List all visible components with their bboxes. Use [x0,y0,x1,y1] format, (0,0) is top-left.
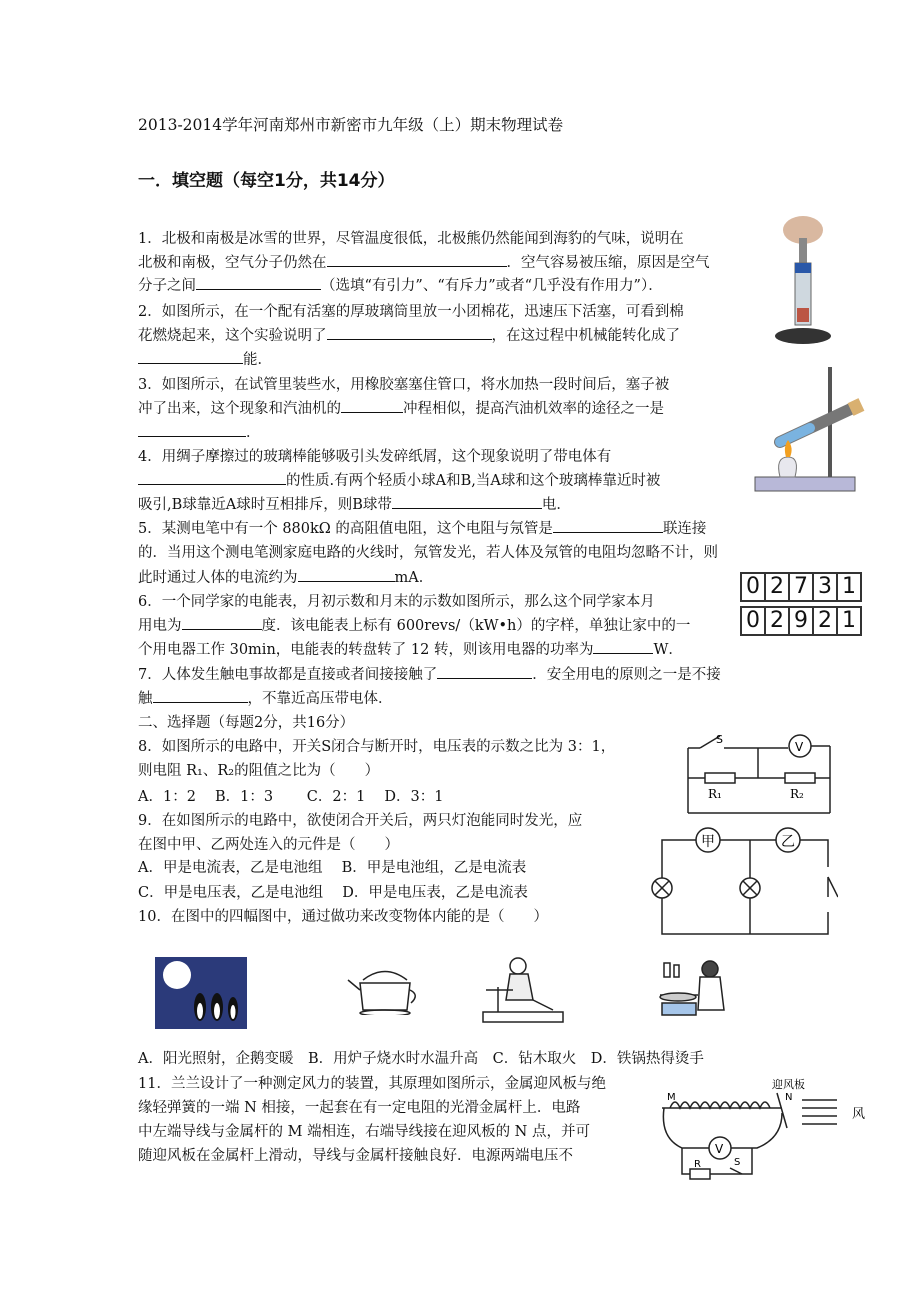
q4-blank1[interactable] [138,470,286,485]
q9-stem: 9．在如图所示的电路中，欲使闭合开关后，两只灯泡能同时发光，应 [138,813,583,829]
r2-label: R₂ [790,787,804,801]
q6-blank2[interactable] [593,639,653,654]
q9-options-cd: C．甲是电压表，乙是电池组 D．甲是电压表，乙是电流表 [138,885,528,901]
q11-line4: 随迎风板在金属杆上滑动，导线与金属杆接触良好．电源两端电压不 [138,1148,573,1164]
q9-circuit-diagram [648,822,838,942]
voltmeter-label-2: V [715,1142,724,1156]
wind-force-device-diagram [652,1078,870,1188]
q5-line3: 此时通过人体的电流约为 mA． [138,567,433,589]
page-title: 2013-2014学年河南郑州市新密市九年级（上）期末物理试卷 [138,116,564,134]
q1-blank2[interactable] [196,275,321,290]
q11-line3: 中左端导线与金属杆的 M 端相连，右端导线接在迎风板的 N 点，并可 [138,1124,590,1140]
section-1-heading: 一．填空题（每空1分，共14分） [138,171,395,191]
q10-options: A．阳光照射，企鹅变暖 B．用炉子烧水时水温升高 C．钻木取火 D．铁锅热得烫手 [138,1051,704,1067]
q9-stem2: 在图中甲、乙两处连入的元件是（ ） [138,837,399,853]
q3-line3: ． [138,422,261,444]
test-tube-heating-icon [750,362,870,497]
q3-blank2[interactable] [138,422,246,437]
r1-label: R₁ [708,787,722,801]
q3-line2: 冲了出来，这个现象和汽油机的 冲程相似，提高汽油机效率的途径之一是 [138,398,664,420]
section-2-heading: 二、选择题（每题2分，共16分） [138,715,355,731]
jia-label: 甲 [701,834,715,850]
q11-line2: 缘轻弹簧的一端 N 相接，一起套在有一定电阻的光滑金属杆上．电路 [138,1100,581,1116]
q4-line3: 吸引,B球靠近A球时互相排斥，则B球带 电． [138,494,571,516]
kettle-icon [345,955,425,1015]
q2-line3: 能． [138,349,272,371]
q4-line2: 的性质.有两个轻质小球A和B,当A球和这个玻璃棒靠近时被 [138,470,660,492]
q11-line1: 11．兰兰设计了一种测定风力的装置，其原理如图所示，金属迎风板与绝 [138,1076,606,1092]
q5-line2: 的．当用这个测电笔测家庭电路的火线时，氖管发光，若人体及氖管的电阻均忽略不计，则 [138,545,718,561]
q1-line2: 北极和南极，空气分子仍然在 ．空气容易被压缩，原因是空气 [138,252,710,274]
q4-line1: 4．用绸子摩擦过的玻璃棒能够吸引头发碎纸屑，这个现象说明了带电体有 [138,449,612,465]
q5-line1: 5．某测电笔中有一个 880kΩ 的高阻值电阻，这个电阻与氖管是 联连接 [138,518,706,540]
drilling-fire-icon [478,952,573,1027]
q1-blank1[interactable] [327,252,507,267]
meter-reading-end: 0 2 9 2 1 [740,606,862,636]
q5-blank1[interactable] [553,518,663,533]
q7-line2: 触 ，不靠近高压带电体． [138,688,393,710]
cooking-icon [650,955,735,1025]
q6-line3: 个用电器工作 30min，电能表的转盘转了 12 转，则该用电器的功率为 W． [138,639,683,661]
wind-board-label: 迎风板 [772,1078,805,1091]
q7-line1: 7．人体发生触电事故都是直接或者间接接触了 ．安全用电的原则之一是不接 [138,664,721,686]
q8-stem: 8．如图所示的电路中，开关S闭合与断开时，电压表的示数之比为 3：1， [138,739,616,755]
q2-line2: 花燃烧起来，这个实验说明了 ，在这过程中机械能转化成了 [138,325,680,347]
q7-blank2[interactable] [153,688,248,703]
q5-blank2[interactable] [298,567,395,582]
q2-blank2[interactable] [138,349,243,364]
q8-options: A．1：2 B．1：3 C．2：1 D．3：1 [138,789,444,805]
meter-reading-start: 0 2 7 3 1 [740,572,862,602]
q10-stem: 10．在图中的四幅图中，通过做功来改变物体内能的是（ ） [138,909,548,925]
yi-label: 乙 [781,834,795,850]
q7-blank1[interactable] [437,664,532,679]
q1-line3: 分子之间 （选填“有引力”、“有斥力”或者“几乎没有作用力”）． [138,275,663,297]
q9-options-ab: A．甲是电流表，乙是电池组 B．甲是电池组，乙是电流表 [138,860,527,876]
s-label: S [734,1157,741,1168]
m-label: M [667,1092,676,1103]
n-label: N [785,1092,793,1103]
r-label: R [694,1159,701,1170]
q4-blank2[interactable] [392,494,542,509]
fire-syringe-icon [765,208,835,348]
q6-line2: 用电为 度．该电能表上标有 600revs/（kW•h）的字样，单独让家中的一 [138,615,690,637]
q6-blank1[interactable] [182,615,262,630]
q2-blank1[interactable] [327,325,492,340]
q8-stem2: 则电阻 R₁、R₂的阻值之比为（ ） [138,763,380,779]
q3-line1: 3．如图所示，在试管里装些水，用橡胶塞塞住管口，将水加热一段时间后，塞子被 [138,377,670,393]
q6-line1: 6．一个同学家的电能表，月初示数和月末的示数如图所示，那么这个同学家本月 [138,594,655,610]
q1-line1: 1．北极和南极是冰雪的世界，尽管温度很低，北极熊仍然能闻到海豹的气味，说明在 [138,231,684,247]
q3-blank1[interactable] [341,398,403,413]
voltmeter-label: V [795,740,804,754]
switch-label: S [716,733,723,746]
q8-circuit-diagram [680,728,840,818]
wind-label: 风 [852,1107,866,1122]
q2-line1: 2．如图所示，在一个配有活塞的厚玻璃筒里放一小团棉花，迅速压下活塞，可看到棉 [138,304,684,320]
penguins-icon [155,957,247,1029]
